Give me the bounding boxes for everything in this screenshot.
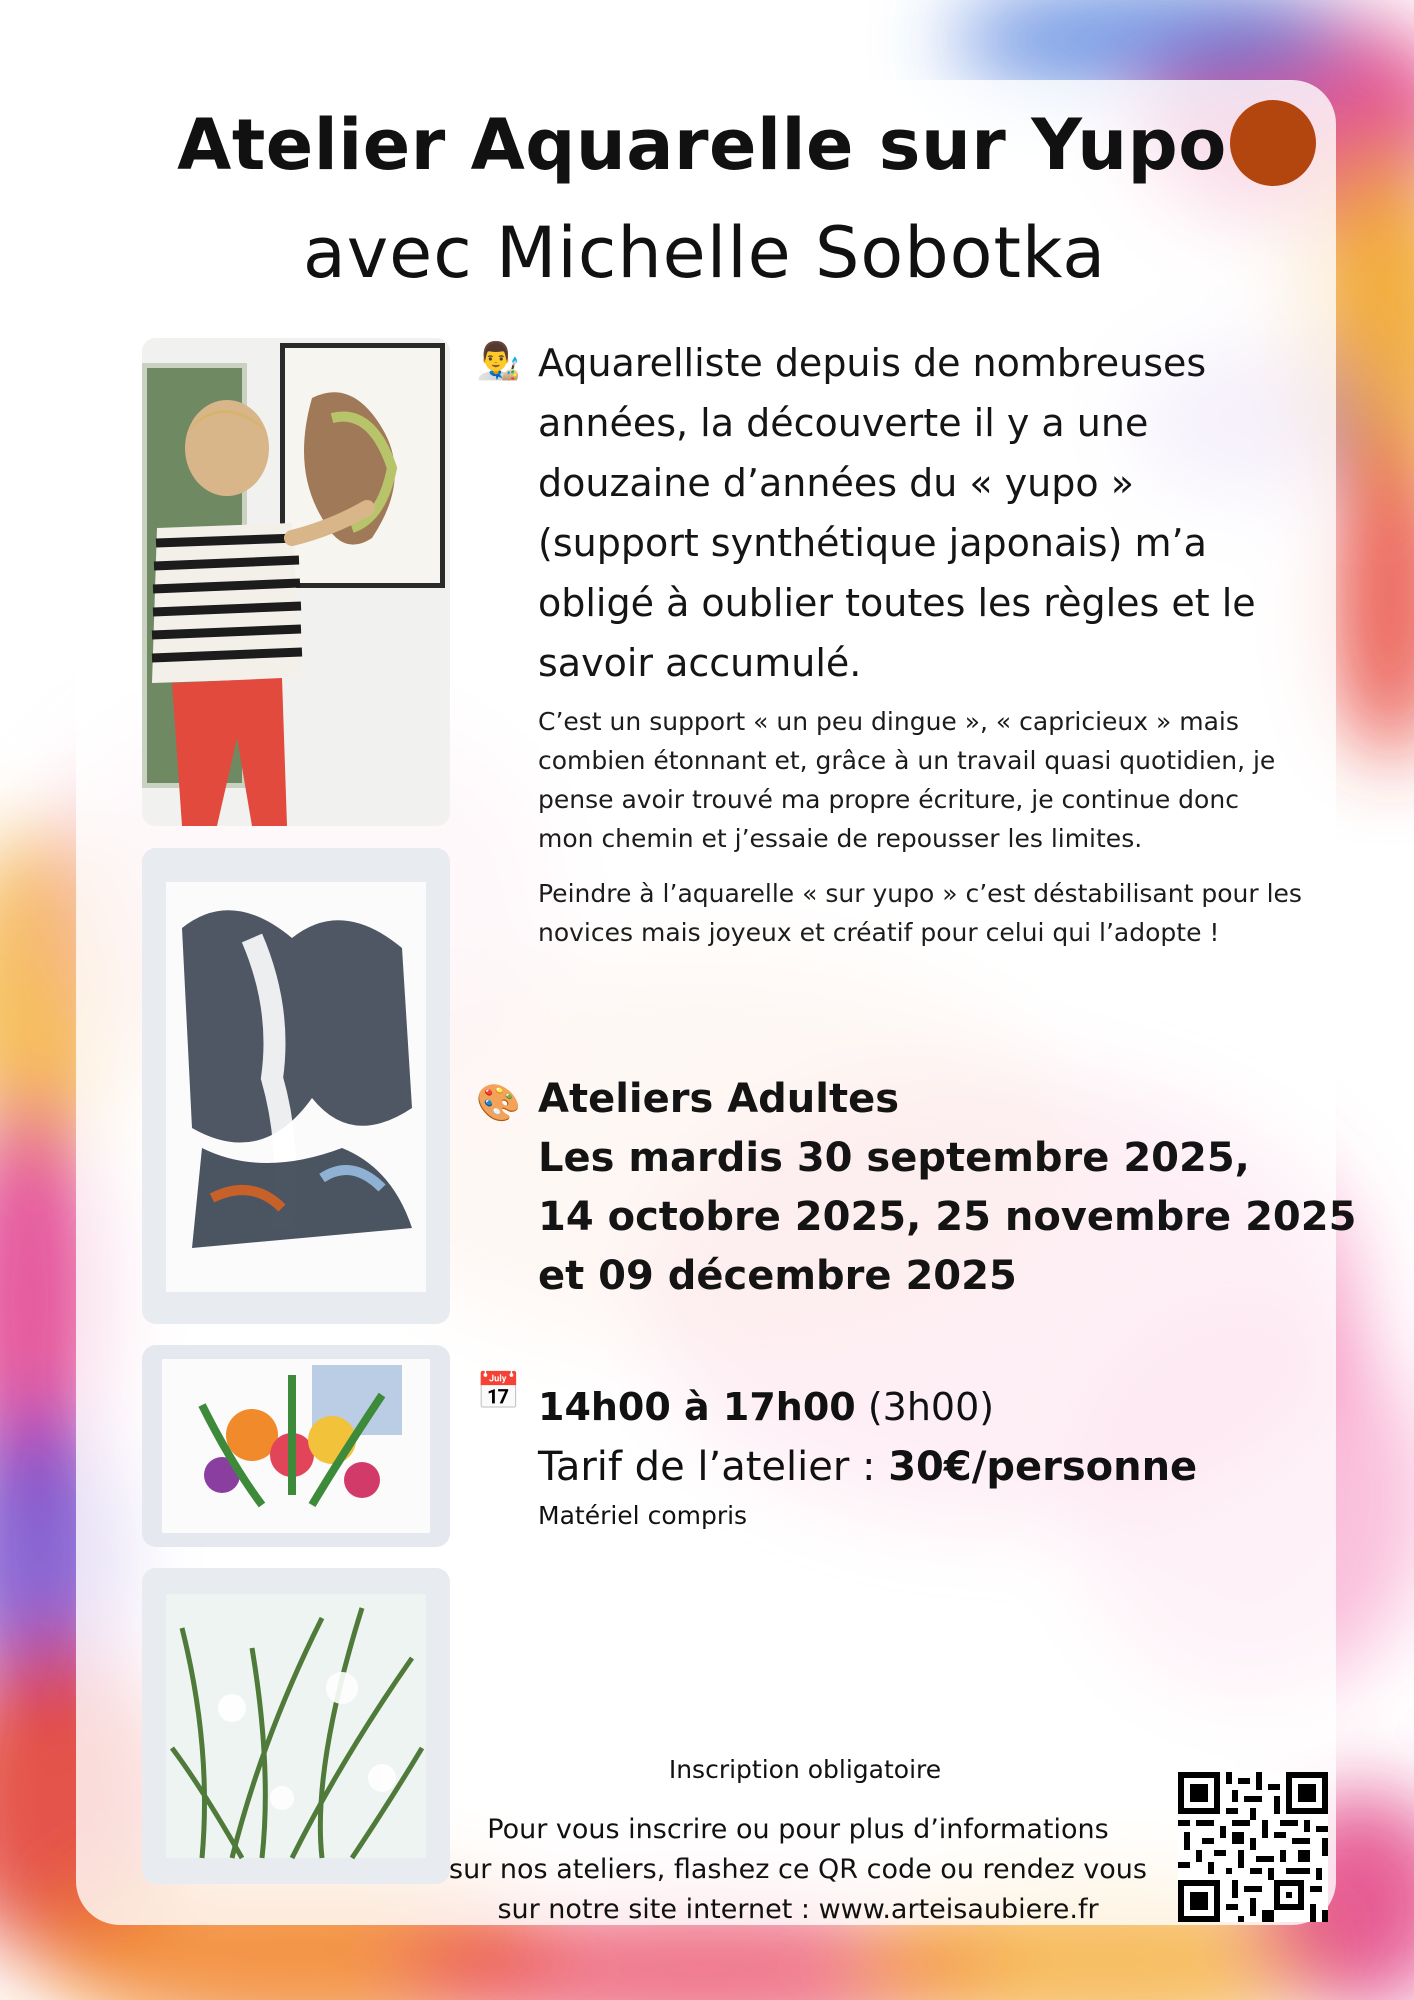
time-range: 14h00 à 17h00 [538, 1385, 856, 1429]
paragraph-support [538, 702, 1338, 858]
material-note: Matériel compris [538, 1501, 748, 1530]
intro-line: années, la découverte il y a une [538, 401, 1149, 445]
page-title: Atelier Aquarelle sur Yupo [177, 104, 1227, 186]
calendar-icon: 📅 [476, 1371, 521, 1412]
price-value: 30€/personne [888, 1444, 1198, 1490]
qr-code[interactable] [1178, 1772, 1328, 1922]
paragraph-line: pense avoir trouvé ma propre écriture, je continue donc [538, 785, 1239, 814]
accent-dot [1230, 100, 1316, 186]
paragraph-yupo [538, 874, 1338, 952]
info-line: Pour vous inscrire ou pour plus d’informations [487, 1814, 1109, 1845]
session-dates-line: 14 octobre 2025, 25 novembre 2025 [538, 1194, 1357, 1240]
paragraph-line: Peindre à l’aquarelle « sur yupo » c’est déstabilisant pour les [538, 879, 1302, 908]
page-subtitle: avec Michelle Sobotka [302, 212, 1107, 294]
paragraph-line: C’est un support « un peu dingue », « capricieux » mais [538, 707, 1239, 736]
sessions-block [538, 1070, 1357, 1306]
registration-info [418, 1810, 1178, 1930]
info-line: sur nos ateliers, flashez ce QR code ou rendez vous [449, 1854, 1147, 1885]
intro-line: douzaine d’années du « yupo » [538, 461, 1134, 505]
painting-grasses [142, 1568, 450, 1884]
session-dates-line: et 09 décembre 2025 [538, 1253, 1017, 1299]
intro-line: (support synthétique japonais) m’a [538, 521, 1207, 565]
price [538, 1438, 1197, 1497]
paragraph-line: novices mais joyeux et créatif pour celui qui l’adopte ! [538, 918, 1220, 947]
intro-line: savoir accumulé. [538, 641, 862, 685]
session-dates-line: Les mardis 30 septembre 2025, [538, 1135, 1250, 1181]
paragraph-line: combien étonnant et, grâce à un travail quasi quotidien, je [538, 746, 1276, 775]
artist-photo [142, 338, 450, 826]
artist-icon: 👨‍🎨 [476, 341, 521, 382]
paragraph-line: mon chemin et j’essaie de repousser les limites. [538, 824, 1143, 853]
painting-flowers [142, 1345, 450, 1547]
price-label: Tarif de l’atelier : [538, 1444, 889, 1490]
registration-note: Inscription obligatoire [668, 1755, 942, 1784]
info-line: sur notre site internet : www.arteisaubiere.fr [497, 1894, 1099, 1925]
intro-text [538, 333, 1318, 693]
session-time [538, 1378, 994, 1437]
duration: (3h00) [867, 1385, 995, 1429]
painting-waterfall [142, 848, 450, 1324]
intro-line: Aquarelliste depuis de nombreuses [538, 341, 1207, 385]
palette-icon: 🎨 [476, 1083, 521, 1124]
sessions-heading: Ateliers Adultes [538, 1076, 900, 1122]
intro-line: obligé à oublier toutes les règles et le [538, 581, 1256, 625]
